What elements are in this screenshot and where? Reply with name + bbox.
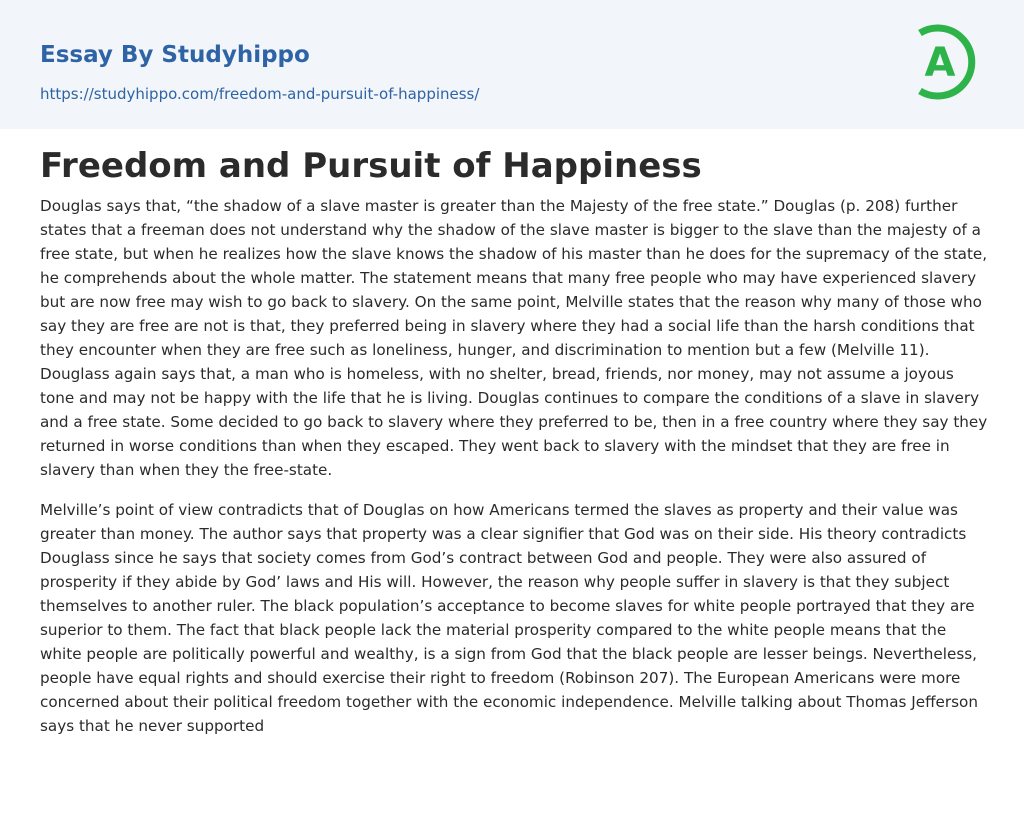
page-title: Freedom and Pursuit of Happiness: [40, 146, 702, 186]
article-url-link[interactable]: https://studyhippo.com/freedom-and-pursuit-of-happiness/: [40, 85, 480, 103]
article-body: [40, 194, 988, 754]
studyhippo-logo-icon[interactable]: [912, 19, 986, 105]
paragraph-2: Melville’s point of view contradicts that of Douglas on how Americans termed the slaves as property and their value was greater than money. The author says that property was a clear signifier that God was on their side. His theory contradicts Douglass since he says that society comes from God’s contract between God and people. They were also assured of prosperity if they abide by God’ laws and His will. However, the reason why people suffer in slavery is that they subject themselves to another ruler. The black population’s acceptance to become slaves for white people portrayed that they are superior to them. The fact that black people lack the material prosperity compared to the white people means that the white people are politically powerful and wealthy, is a sign from God that the black people are lesser beings. Nevertheless, people have equal rights and should exercise their right to freedom (Robinson 207). The European Americans were more concerned about their political freedom together with the economic independence. Melville talking about Thomas Jefferson says that he never supported: [40, 501, 978, 735]
brand-title[interactable]: Essay By Studyhippo: [40, 42, 310, 68]
site-header: [0, 0, 1024, 129]
paragraph-1: Douglas says that, “the shadow of a slave master is greater than the Majesty of the free state.” Douglas (p. 208) further states that a freeman does not understand why the shadow of the slave master is bigger to the slave than the majesty of a free state, but when he realizes how the slave knows the shadow of his master than he does for the supremacy of the state, he comprehends about the whole matter. The statement means that many free people who may have experienced slavery but are now free may wish to go back to slavery. On the same point, Melville states that the reason why many of those who say they are free are not is that, they preferred being in slavery where they had a social life than the harsh conditions that they encounter when they are free such as loneliness, hunger, and discrimination to mention but a few (Melville 11). Douglass again says that, a man who is homeless, with no shelter, bread, friends, nor money, may not assume a joyous tone and may not be happy with the life that he is living. Douglas continues to compare the conditions of a slave in slavery and a free state. Some decided to go back to slavery where they preferred to be, then in a free country where they say they returned in worse conditions than when they escaped. They went back to slavery with the mindset that they are free in slavery than when they the free-state.: [40, 197, 988, 479]
logo-letter: A: [924, 40, 956, 86]
